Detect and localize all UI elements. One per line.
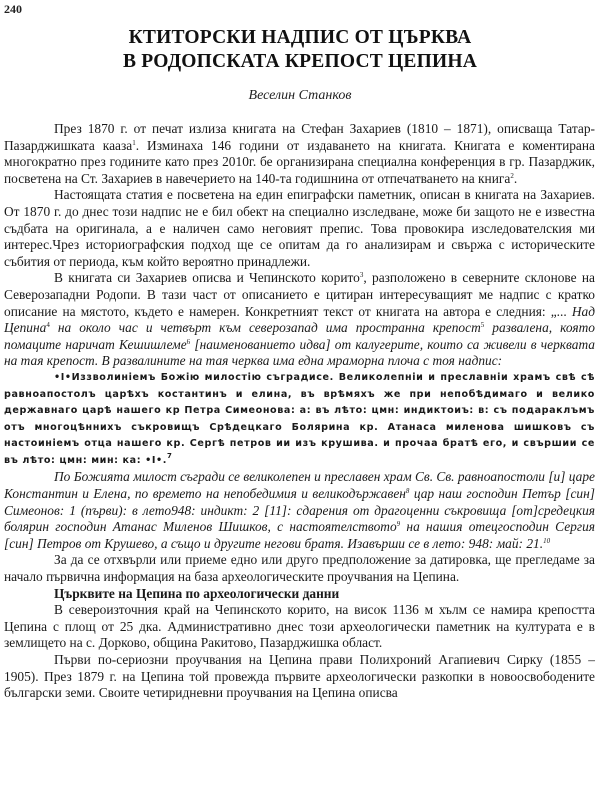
- footnote-ref[interactable]: 4: [46, 321, 50, 330]
- article-title: [0, 26, 600, 74]
- author-name: Веселин Станков: [248, 88, 352, 103]
- section-heading: Църквите на Цепина по археологически данни: [54, 585, 340, 601]
- title-line-1: КТИТОРСКИ НАДПИС ОТ ЦЪРКВА: [128, 27, 472, 48]
- footnote-ref[interactable]: 7: [167, 451, 173, 460]
- text-run: През 1870 г. от печат излиза книгата на Стефан Захариев (1810 – 1871), описваща Татар-Пазарджишката кааза: [4, 121, 595, 153]
- footnote-ref[interactable]: 6: [186, 337, 191, 346]
- paragraph-intro: [4, 121, 595, 187]
- paragraph-location: В североизточния край на Чепинското корито, на висок 1136 м хълм се намира крепостта Цепина с площ от 25 дка. Административно днес този археологически паметник на културата е в землището на с. Дорково, община Ракитово, Пазарджишка област.: [4, 602, 595, 651]
- quote-text: развалена, която помаците наричат Кешишлеме: [4, 320, 596, 352]
- text-run: .: [513, 170, 518, 186]
- footnote-ref[interactable]: 3: [359, 271, 364, 280]
- title-line-2: В РОДОПСКАТА КРЕПОСТ ЦЕПИНА: [123, 51, 477, 72]
- footnote-ref[interactable]: 2: [510, 171, 514, 180]
- quote-text: [наименованието идва] от калугерите, които са живели в черквата на тая крепост. В развалините на тая черква има една мраморна плоча с тоя надпис:: [4, 336, 595, 369]
- page-number: 240: [4, 2, 22, 16]
- text-run: По Божията милост съгради се великолепен и преславен храм Св. Св. равноапостоли [и] царе Константин и Елена, по времето на непобедимия и великодържавен: [4, 469, 595, 502]
- church-slavonic-inscription: [4, 370, 595, 470]
- inscription-text: •І•Иззволиніемъ Божію милостію съградисе. Великолепніи и преславніи храмъ свѣ сѣ равноапостолъ царѣхъ костантинъ и елина, въ врѣмяхъ же при непобѣдимаго и велико державнаго царѣ нашего кр Петра Симеонова: а: въ лѣто: цмн: индиктоиъ: в: съ подараклъмъ отъ многоцѣннихъ съкровищъ Срѣдецкаго Болярина кр. Атанаса миленова шишковъ съ настоиніемъ отца нашего кр. Сергѣ петров ии изъ крушива. и прочаа братѣ его, и свършии се въ лѣто: цмн: мин: ка: •І•.: [4, 371, 595, 466]
- footnote-ref[interactable]: 8: [405, 487, 410, 496]
- text-run: . Изминаха 146 години от издаването на книгата. Книгата е коментирана многократно през годините като през 2010г. бе организирана специална конференция в гр. Пазарджик, посветена на Ст. Захариев в навечерието на 140-та годишнина от отпечатването на книга: [4, 137, 595, 186]
- footnote-ref[interactable]: 5: [480, 321, 485, 330]
- quote-text: на около час и четвърт към северозапад има пространна крепост: [49, 320, 481, 336]
- inscription-translation: [4, 469, 595, 552]
- paragraph-purpose: Настоящата статия е посветена на един епиграфски паметник, описан в книгата на Захариев. От 1870 г. до днес този надпис не е бил обект на специално изследване, може би защото не е известна съдбата на оригинала, а е наличен само неговият препис. Това провокира изследователския ми интерес.Чрез историографския подход ще се опитам да го анализирам и свържа с историческите събития от периода, към който вероятно принадлежи.: [4, 187, 595, 269]
- footnote-ref[interactable]: 1: [132, 138, 136, 147]
- text-run: на нашия отецгосподин Сергия [син] Петров от Крушево, а също и другите негови братя. Изавърши се в лето: 948: май: 21.: [4, 519, 595, 551]
- paragraph-research: Първи по-сериозни проучвания на Цепина прави Полихроний Агапиевич Сирку (1855 – 1905). През 1879 г. на Цепина той провежда първите археологически разкопки в новоосвободените български земи. Своите четиридневни проучвания на Цепина описва: [4, 652, 595, 701]
- footnote-ref[interactable]: 9: [396, 520, 401, 529]
- footnote-ref[interactable]: 10: [543, 536, 551, 545]
- quote-text: Над Цепина: [4, 303, 595, 336]
- text-run: В книгата си Захариев описва и Чепинското корито: [54, 270, 360, 286]
- text-run: цар наш господин Петър [син] Симеонов: 1 (първи): в лето948: индикт: 2 [11]: сдарения от драгоценни съкровища [от]средецкия болярин господин Атанас Миленов Шишков, с настоятелството: [4, 486, 595, 535]
- paragraph-dating: За да се отхвърли или приеме едно или друго предположение за датировка, ще прегледаме за начало първична информация на база археологическите проучвания на Цепина.: [4, 552, 595, 585]
- text-run: , разположено в северните склонове на Северозападни Родопи. В тази част от описанието е цитиран интересуващият ме надпис с кратко описание на мястото, където е намерен. Конкретният текст от книгата на автора е следния: „...: [4, 270, 595, 319]
- paragraph-quote-intro: [4, 270, 595, 370]
- article-body: [4, 121, 595, 702]
